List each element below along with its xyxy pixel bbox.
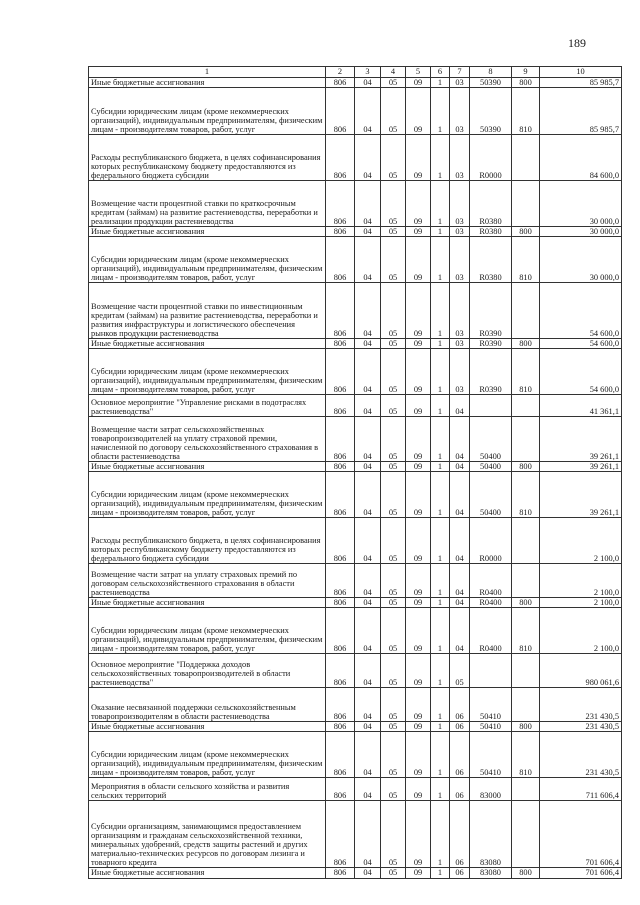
program-code: 09: [406, 283, 431, 339]
subprogram-code: 1: [431, 472, 450, 518]
direction-code: 83080: [470, 868, 512, 878]
subsection-code: 05: [381, 732, 406, 778]
activity-code: 03: [450, 78, 470, 88]
activity-code: 04: [450, 417, 470, 462]
ministry-code: 806: [326, 181, 355, 227]
ministry-code: 806: [326, 237, 355, 283]
subprogram-code: 1: [431, 283, 450, 339]
section-code: 04: [355, 608, 381, 654]
subprogram-code: 1: [431, 778, 450, 801]
ministry-code: 806: [326, 349, 355, 395]
table-row: [89, 868, 622, 878]
section-code: 04: [355, 722, 381, 732]
expense-type-code: [512, 564, 540, 598]
expense-type-code: 800: [512, 462, 540, 472]
ministry-code: 806: [326, 227, 355, 237]
program-code: 09: [406, 688, 431, 722]
subprogram-code: 1: [431, 608, 450, 654]
column-header: 8: [470, 67, 512, 78]
program-code: 09: [406, 462, 431, 472]
activity-code: 04: [450, 395, 470, 417]
amount: 980 061,6: [540, 654, 622, 688]
subsection-code: 05: [381, 598, 406, 608]
ministry-code: 806: [326, 778, 355, 801]
column-header: 9: [512, 67, 540, 78]
expense-type-code: 810: [512, 349, 540, 395]
subprogram-code: 1: [431, 339, 450, 349]
activity-code: 06: [450, 732, 470, 778]
section-code: 04: [355, 778, 381, 801]
column-header: 3: [355, 67, 381, 78]
amount: 30 000,0: [540, 227, 622, 237]
table-row: [89, 181, 622, 227]
item-name: Субсидии организациям, занимающимся предоставлением организациям и гражданам сельскохозяйственной техники, минеральных удобрений, средств защиты растений и других материально-технических ресурсов по договорам лизинга и товарного кредита: [89, 801, 326, 868]
item-name: Иные бюджетные ассигнования: [89, 722, 326, 732]
amount: 30 000,0: [540, 237, 622, 283]
column-header: 1: [89, 67, 326, 78]
amount: 85 985,7: [540, 78, 622, 88]
item-name: Возмещение части процентной ставки по краткосрочным кредитам (займам) на развитие растениеводства, переработки и реализации продукции растениеводства: [89, 181, 326, 227]
direction-code: R0000: [470, 518, 512, 564]
expense-type-code: [512, 283, 540, 339]
program-code: 09: [406, 722, 431, 732]
direction-code: 50410: [470, 688, 512, 722]
table-row: [89, 564, 622, 598]
item-name: Иные бюджетные ассигнования: [89, 598, 326, 608]
section-code: 04: [355, 88, 381, 135]
direction-code: 50390: [470, 78, 512, 88]
ministry-code: 806: [326, 598, 355, 608]
amount: 39 261,1: [540, 472, 622, 518]
activity-code: 03: [450, 349, 470, 395]
budget-table: [88, 66, 622, 879]
expense-type-code: [512, 395, 540, 417]
program-code: 09: [406, 227, 431, 237]
subprogram-code: 1: [431, 135, 450, 181]
activity-code: 03: [450, 237, 470, 283]
expense-type-code: 810: [512, 88, 540, 135]
activity-code: 03: [450, 88, 470, 135]
subprogram-code: 1: [431, 564, 450, 598]
table-row: [89, 283, 622, 339]
section-code: 04: [355, 462, 381, 472]
table-row: [89, 78, 622, 88]
item-name: Возмещение части процентной ставки по инвестиционным кредитам (займам) на развитие растениеводства, переработки и развития инфраструктуры и логистического обеспечения рынков продукции растениеводства: [89, 283, 326, 339]
amount: 39 261,1: [540, 417, 622, 462]
activity-code: 03: [450, 339, 470, 349]
amount: 231 430,5: [540, 688, 622, 722]
subsection-code: 05: [381, 339, 406, 349]
subsection-code: 05: [381, 181, 406, 227]
activity-code: 04: [450, 518, 470, 564]
direction-code: R0390: [470, 349, 512, 395]
table-row: [89, 608, 622, 654]
ministry-code: 806: [326, 78, 355, 88]
item-name: Мероприятия в области сельского хозяйства и развития сельских территорий: [89, 778, 326, 801]
expense-type-code: [512, 654, 540, 688]
item-name: Субсидии юридическим лицам (кроме некоммерческих организаций), индивидуальным предпринимателям, физическим лицам - производителям товаров, работ, услуг: [89, 472, 326, 518]
ministry-code: 806: [326, 88, 355, 135]
direction-code: R0380: [470, 227, 512, 237]
ministry-code: 806: [326, 417, 355, 462]
table-row: [89, 688, 622, 722]
program-code: 09: [406, 78, 431, 88]
ministry-code: 806: [326, 462, 355, 472]
program-code: 09: [406, 349, 431, 395]
program-code: 09: [406, 339, 431, 349]
item-name: Возмещение части затрат на уплату страховых премий по договорам сельскохозяйственного страхования в области растениеводства: [89, 564, 326, 598]
subprogram-code: 1: [431, 462, 450, 472]
item-name: Основное мероприятие "Управление рисками в подотраслях растениеводства": [89, 395, 326, 417]
ministry-code: 806: [326, 395, 355, 417]
amount: 30 000,0: [540, 181, 622, 227]
expense-type-code: 800: [512, 78, 540, 88]
subsection-code: 05: [381, 227, 406, 237]
subsection-code: 05: [381, 395, 406, 417]
ministry-code: 806: [326, 608, 355, 654]
subprogram-code: 1: [431, 801, 450, 868]
item-name: Иные бюджетные ассигнования: [89, 78, 326, 88]
subsection-code: 05: [381, 564, 406, 598]
subsection-code: 05: [381, 778, 406, 801]
activity-code: 04: [450, 598, 470, 608]
subprogram-code: 1: [431, 518, 450, 564]
item-name: Расходы республиканского бюджета, в целях софинансирования которых республиканскому бюджету предоставляются из федерального бюджета субсидии: [89, 518, 326, 564]
expense-type-code: 800: [512, 868, 540, 878]
amount: 231 430,5: [540, 732, 622, 778]
amount: 2 100,0: [540, 564, 622, 598]
expense-type-code: 800: [512, 339, 540, 349]
subprogram-code: 1: [431, 722, 450, 732]
section-code: 04: [355, 417, 381, 462]
subsection-code: 05: [381, 88, 406, 135]
column-header: 7: [450, 67, 470, 78]
ministry-code: 806: [326, 472, 355, 518]
activity-code: 05: [450, 654, 470, 688]
program-code: 09: [406, 88, 431, 135]
subsection-code: 05: [381, 462, 406, 472]
section-code: 04: [355, 564, 381, 598]
amount: 41 361,1: [540, 395, 622, 417]
expense-type-code: 800: [512, 598, 540, 608]
activity-code: 03: [450, 181, 470, 227]
program-code: 09: [406, 135, 431, 181]
table-row: [89, 349, 622, 395]
activity-code: 03: [450, 135, 470, 181]
expense-type-code: [512, 181, 540, 227]
table-row: [89, 801, 622, 868]
ministry-code: 806: [326, 732, 355, 778]
activity-code: 04: [450, 608, 470, 654]
program-code: 09: [406, 518, 431, 564]
ministry-code: 806: [326, 868, 355, 878]
subprogram-code: 1: [431, 227, 450, 237]
table-row: [89, 722, 622, 732]
column-header: 2: [326, 67, 355, 78]
amount: 85 985,7: [540, 88, 622, 135]
amount: 231 430,5: [540, 722, 622, 732]
subsection-code: 05: [381, 801, 406, 868]
amount: 54 600,0: [540, 349, 622, 395]
item-name: Субсидии юридическим лицам (кроме некоммерческих организаций), индивидуальным предпринимателям, физическим лицам - производителям товаров, работ, услуг: [89, 237, 326, 283]
table-row: [89, 778, 622, 801]
activity-code: 06: [450, 688, 470, 722]
amount: 701 606,4: [540, 868, 622, 878]
program-code: 09: [406, 732, 431, 778]
item-name: Субсидии юридическим лицам (кроме некоммерческих организаций), индивидуальным предпринимателям, физическим лицам - производителям товаров, работ, услуг: [89, 349, 326, 395]
subprogram-code: 1: [431, 395, 450, 417]
column-header: 5: [406, 67, 431, 78]
expense-type-code: [512, 518, 540, 564]
direction-code: 50400: [470, 462, 512, 472]
subprogram-code: 1: [431, 349, 450, 395]
direction-code: R0380: [470, 237, 512, 283]
subsection-code: 05: [381, 688, 406, 722]
program-code: 09: [406, 237, 431, 283]
amount: 2 100,0: [540, 608, 622, 654]
activity-code: 06: [450, 722, 470, 732]
ministry-code: 806: [326, 654, 355, 688]
amount: 54 600,0: [540, 283, 622, 339]
expense-type-code: 800: [512, 722, 540, 732]
section-code: 04: [355, 339, 381, 349]
activity-code: 06: [450, 778, 470, 801]
ministry-code: 806: [326, 518, 355, 564]
subprogram-code: 1: [431, 732, 450, 778]
subsection-code: 05: [381, 78, 406, 88]
subprogram-code: 1: [431, 868, 450, 878]
expense-type-code: 810: [512, 608, 540, 654]
subprogram-code: 1: [431, 417, 450, 462]
amount: 2 100,0: [540, 598, 622, 608]
direction-code: R0380: [470, 181, 512, 227]
item-name: Иные бюджетные ассигнования: [89, 339, 326, 349]
section-code: 04: [355, 688, 381, 722]
amount: 701 606,4: [540, 801, 622, 868]
table-row: [89, 339, 622, 349]
program-code: 09: [406, 181, 431, 227]
page-number: 189: [568, 36, 586, 50]
ministry-code: 806: [326, 688, 355, 722]
expense-type-code: 810: [512, 237, 540, 283]
direction-code: 50390: [470, 88, 512, 135]
expense-type-code: [512, 135, 540, 181]
table-row: [89, 88, 622, 135]
section-code: 04: [355, 868, 381, 878]
direction-code: R0400: [470, 564, 512, 598]
item-name: Субсидии юридическим лицам (кроме некоммерческих организаций), индивидуальным предпринимателям, физическим лицам - производителям товаров, работ, услуг: [89, 732, 326, 778]
section-code: 04: [355, 518, 381, 564]
program-code: 09: [406, 417, 431, 462]
activity-code: 03: [450, 283, 470, 339]
ministry-code: 806: [326, 564, 355, 598]
subprogram-code: 1: [431, 78, 450, 88]
activity-code: 06: [450, 801, 470, 868]
column-header: 6: [431, 67, 450, 78]
program-code: 09: [406, 868, 431, 878]
item-name: Субсидии юридическим лицам (кроме некоммерческих организаций), индивидуальным предпринимателям, физическим лицам - производителям товаров, работ, услуг: [89, 608, 326, 654]
subprogram-code: 1: [431, 688, 450, 722]
subprogram-code: 1: [431, 654, 450, 688]
subsection-code: 05: [381, 417, 406, 462]
item-name: Оказание несвязанной поддержки сельскохозяйственным товаропроизводителям в области растениеводства: [89, 688, 326, 722]
subprogram-code: 1: [431, 181, 450, 227]
program-code: 09: [406, 801, 431, 868]
activity-code: 04: [450, 564, 470, 598]
program-code: 09: [406, 608, 431, 654]
program-code: 09: [406, 472, 431, 518]
item-name: Иные бюджетные ассигнования: [89, 868, 326, 878]
subprogram-code: 1: [431, 237, 450, 283]
table-row: [89, 654, 622, 688]
direction-code: R0400: [470, 608, 512, 654]
direction-code: [470, 395, 512, 417]
table-row: [89, 395, 622, 417]
ministry-code: 806: [326, 283, 355, 339]
activity-code: 04: [450, 472, 470, 518]
table-row: [89, 135, 622, 181]
amount: 39 261,1: [540, 462, 622, 472]
ministry-code: 806: [326, 339, 355, 349]
section-code: 04: [355, 801, 381, 868]
ministry-code: 806: [326, 722, 355, 732]
direction-code: R0000: [470, 135, 512, 181]
subsection-code: 05: [381, 349, 406, 395]
item-name: Иные бюджетные ассигнования: [89, 227, 326, 237]
amount: 2 100,0: [540, 518, 622, 564]
amount: 54 600,0: [540, 339, 622, 349]
ministry-code: 806: [326, 135, 355, 181]
activity-code: 06: [450, 868, 470, 878]
subsection-code: 05: [381, 654, 406, 688]
table-row: [89, 417, 622, 462]
program-code: 09: [406, 564, 431, 598]
expense-type-code: [512, 801, 540, 868]
program-code: 09: [406, 778, 431, 801]
expense-type-code: [512, 688, 540, 722]
column-number-row: [89, 67, 622, 78]
expense-type-code: [512, 417, 540, 462]
item-name: Субсидии юридическим лицам (кроме некоммерческих организаций), индивидуальным предпринимателям, физическим лицам - производителям товаров, работ, услуг: [89, 88, 326, 135]
column-header: 10: [540, 67, 622, 78]
subsection-code: 05: [381, 722, 406, 732]
item-name: Иные бюджетные ассигнования: [89, 462, 326, 472]
subsection-code: 05: [381, 518, 406, 564]
amount: 711 606,4: [540, 778, 622, 801]
activity-code: 04: [450, 462, 470, 472]
section-code: 04: [355, 135, 381, 181]
subprogram-code: 1: [431, 598, 450, 608]
section-code: 04: [355, 283, 381, 339]
section-code: 04: [355, 395, 381, 417]
direction-code: R0390: [470, 283, 512, 339]
item-name: Возмещение части затрат сельскохозяйственных товаропроизводителей на уплату страховой премии, начисленной по договору сельскохозяйственного страхования в области растениеводства: [89, 417, 326, 462]
program-code: 09: [406, 654, 431, 688]
direction-code: 50400: [470, 417, 512, 462]
direction-code: 50400: [470, 472, 512, 518]
table-row: [89, 518, 622, 564]
expense-type-code: 810: [512, 732, 540, 778]
item-name: Расходы республиканского бюджета, в целях софинансирования которых республиканскому бюджету предоставляются из федерального бюджета субсидии: [89, 135, 326, 181]
direction-code: R0400: [470, 598, 512, 608]
column-header: 4: [381, 67, 406, 78]
section-code: 04: [355, 181, 381, 227]
direction-code: 50410: [470, 732, 512, 778]
direction-code: R0390: [470, 339, 512, 349]
table-row: [89, 462, 622, 472]
table-row: [89, 732, 622, 778]
section-code: 04: [355, 472, 381, 518]
table-body: [89, 78, 622, 879]
subsection-code: 05: [381, 472, 406, 518]
subsection-code: 05: [381, 283, 406, 339]
amount: 84 600,0: [540, 135, 622, 181]
table-row: [89, 227, 622, 237]
table-row: [89, 598, 622, 608]
expense-type-code: 810: [512, 472, 540, 518]
direction-code: 83000: [470, 778, 512, 801]
direction-code: [470, 654, 512, 688]
subsection-code: 05: [381, 608, 406, 654]
ministry-code: 806: [326, 801, 355, 868]
table-row: [89, 472, 622, 518]
section-code: 04: [355, 654, 381, 688]
section-code: 04: [355, 598, 381, 608]
section-code: 04: [355, 78, 381, 88]
subsection-code: 05: [381, 135, 406, 181]
subsection-code: 05: [381, 868, 406, 878]
expense-type-code: 800: [512, 227, 540, 237]
item-name: Основное мероприятие "Поддержка доходов сельскохозяйственных товаропроизводителей в области растениеводства": [89, 654, 326, 688]
program-code: 09: [406, 598, 431, 608]
section-code: 04: [355, 349, 381, 395]
section-code: 04: [355, 237, 381, 283]
subprogram-code: 1: [431, 88, 450, 135]
direction-code: 83080: [470, 801, 512, 868]
section-code: 04: [355, 732, 381, 778]
expense-type-code: [512, 778, 540, 801]
section-code: 04: [355, 227, 381, 237]
direction-code: 50410: [470, 722, 512, 732]
activity-code: 03: [450, 227, 470, 237]
subsection-code: 05: [381, 237, 406, 283]
table-row: [89, 237, 622, 283]
program-code: 09: [406, 395, 431, 417]
